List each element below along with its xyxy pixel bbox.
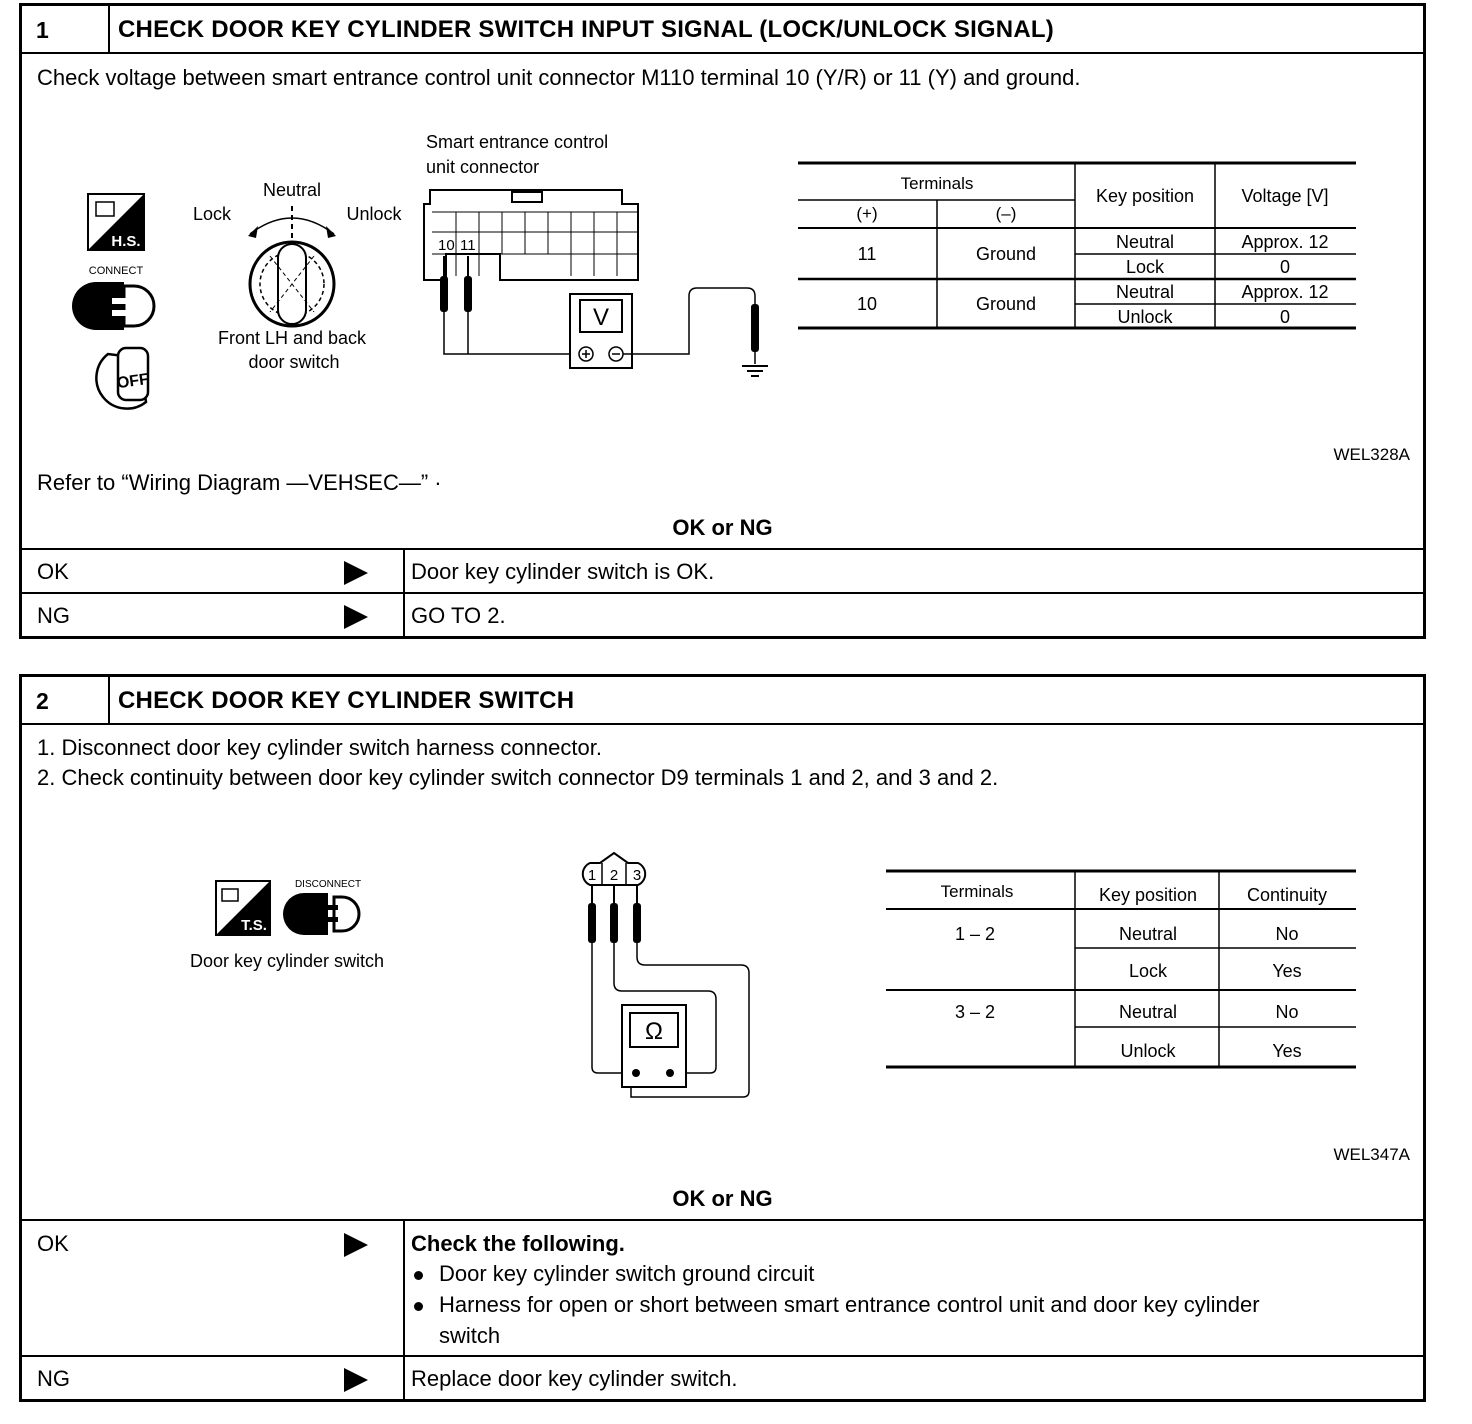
step-1-box <box>19 3 1426 639</box>
switch-unlock-label: Unlock <box>346 204 402 224</box>
result-column-divider <box>403 1219 405 1402</box>
switch-caption-line1: Front LH and back <box>217 328 367 348</box>
td-r1-plus: 11 <box>857 244 877 264</box>
td2-r1-key1: Neutral <box>1118 924 1178 944</box>
ng-arrow-icon <box>344 605 368 629</box>
step-2-header <box>22 677 1423 725</box>
td2-r1-key2: Lock <box>1128 961 1168 981</box>
pin-1-label: 1 <box>587 867 597 884</box>
th-terminals: Terminals <box>900 174 974 193</box>
figure-code: WEL347A <box>1333 1145 1410 1164</box>
td-r1-key2: Lock <box>1125 257 1165 277</box>
key-cylinder-switch <box>250 242 334 326</box>
ok-or-ng-heading: OK or NG <box>672 515 773 540</box>
ng-arrow-icon <box>344 1368 368 1392</box>
pin-2-label: 2 <box>609 867 619 884</box>
header-divider <box>108 677 110 723</box>
th-minus: (–) <box>995 204 1017 223</box>
th-voltage: Voltage [V] <box>1241 186 1329 206</box>
td-r2-volt1: Approx. 12 <box>1241 282 1329 302</box>
ok-heading: Check the following. <box>411 1231 625 1256</box>
ok-bullet-1: Door key cylinder switch ground circuit <box>439 1261 815 1286</box>
connector-label-line1: Smart entrance control <box>426 132 609 152</box>
step-1-instruction: Check voltage between smart entrance control unit connector M110 terminal 10 (Y/R) or 11 (Y) and ground. <box>37 65 1081 90</box>
td-r1-key1: Neutral <box>1115 232 1175 252</box>
td2-r1-term: 1 – 2 <box>954 924 996 944</box>
ok-bullet-2-line2: switch <box>439 1323 501 1348</box>
bullet-icon <box>414 1271 423 1280</box>
step-2-number: 2 <box>36 688 49 714</box>
ng-label: NG <box>37 1366 70 1391</box>
ok-arrow-icon <box>344 561 368 585</box>
step-2-title: CHECK DOOR KEY CYLINDER SWITCH <box>118 687 575 714</box>
pin-11-label: 11 <box>460 237 476 254</box>
header-divider <box>108 6 110 52</box>
step-2-instruction-1: 1. Disconnect door key cylinder switch harness connector. <box>37 735 602 760</box>
td-r2-key1: Neutral <box>1115 282 1175 302</box>
test-icon <box>216 881 270 935</box>
off-icon-label: OFF <box>115 370 150 393</box>
td-r2-plus: 10 <box>856 294 878 314</box>
td-r1-volt2: 0 <box>1279 257 1291 277</box>
ohmmeter <box>622 1005 686 1087</box>
connector-connect-icon <box>72 282 154 330</box>
td2-r1-cont2: Yes <box>1272 961 1302 981</box>
td-r1-volt1: Approx. 12 <box>1241 232 1329 252</box>
ok-bullet-2-line1: Harness for open or short between smart entrance control unit and door key cylinder <box>439 1292 1260 1317</box>
result-column-divider <box>403 548 405 639</box>
ng-label: NG <box>37 603 70 628</box>
step-2-box <box>19 674 1426 1402</box>
ok-result: Door key cylinder switch is OK. <box>411 559 715 584</box>
connector-disconnect-icon <box>283 893 359 935</box>
result-divider-top <box>22 548 1423 550</box>
step-1-title: CHECK DOOR KEY CYLINDER SWITCH INPUT SIGNAL (LOCK/UNLOCK SIGNAL) <box>118 16 1054 43</box>
result-divider-top <box>22 1219 1423 1221</box>
ng-result: GO TO 2. <box>411 603 506 628</box>
ok-or-ng-heading: OK or NG <box>672 1186 773 1211</box>
result-divider-mid <box>22 1355 1423 1357</box>
voltmeter <box>570 294 632 368</box>
smart-entrance-connector <box>424 190 638 280</box>
ignition-off-icon <box>96 348 150 409</box>
voltmeter-symbol: V <box>592 304 610 331</box>
th2-continuity: Continuity <box>1246 885 1328 905</box>
th2-key-position: Key position <box>1098 885 1198 905</box>
ohmmeter-symbol: Ω <box>645 1018 663 1045</box>
ng-result: Replace door key cylinder switch. <box>411 1366 738 1391</box>
td-r2-key2: Unlock <box>1117 307 1173 327</box>
switch-lock-label: Lock <box>192 204 232 224</box>
switch-caption: Door key cylinder switch <box>189 951 385 971</box>
hand-scanner-icon <box>88 194 144 250</box>
step-2-diagram <box>22 837 1423 1167</box>
voltage-table <box>798 163 1356 328</box>
refer-text: Refer to “Wiring Diagram —VEHSEC—” · <box>37 470 442 495</box>
figure-code: WEL328A <box>1333 445 1410 464</box>
connector-label-line2: unit connector <box>426 157 540 177</box>
result-divider-mid <box>22 592 1423 594</box>
ground-symbol <box>742 366 768 376</box>
connect-label: CONNECT <box>88 265 144 277</box>
td-r1-minus: Ground <box>975 244 1037 264</box>
step-2-instruction-2: 2. Check continuity between door key cylinder switch connector D9 terminals 1 and 2, and 3 and 2. <box>37 765 999 790</box>
ok-label: OK <box>37 559 69 584</box>
pin-3-label: 3 <box>632 867 642 884</box>
bullet-icon <box>414 1302 423 1311</box>
th-plus: (+) <box>856 204 878 223</box>
switch-neutral-label: Neutral <box>262 180 322 200</box>
td2-r2-key1: Neutral <box>1118 1002 1178 1022</box>
hs-icon-label: H.S. <box>111 233 141 250</box>
step-1-diagram <box>22 106 1423 476</box>
td2-r2-cont2: Yes <box>1272 1041 1302 1061</box>
td2-r2-term: 3 – 2 <box>954 1002 996 1022</box>
disconnect-label: DISCONNECT <box>294 879 362 890</box>
step-1-number: 1 <box>36 17 49 43</box>
th-key-position: Key position <box>1095 186 1195 206</box>
ok-label: OK <box>37 1231 69 1256</box>
ok-arrow-icon <box>344 1233 368 1257</box>
ts-icon-label: T.S. <box>241 917 267 934</box>
switch-caption-line2: door switch <box>248 352 340 372</box>
step-1-header <box>22 6 1423 54</box>
td-r2-volt2: 0 <box>1279 307 1291 327</box>
pin-10-label: 10 <box>438 237 455 254</box>
td-r2-minus: Ground <box>975 294 1037 314</box>
continuity-table <box>886 871 1356 1067</box>
th2-terminals: Terminals <box>940 882 1014 901</box>
td2-r2-key2: Unlock <box>1120 1041 1176 1061</box>
td2-r1-cont1: No <box>1275 924 1299 944</box>
td2-r2-cont1: No <box>1275 1002 1299 1022</box>
